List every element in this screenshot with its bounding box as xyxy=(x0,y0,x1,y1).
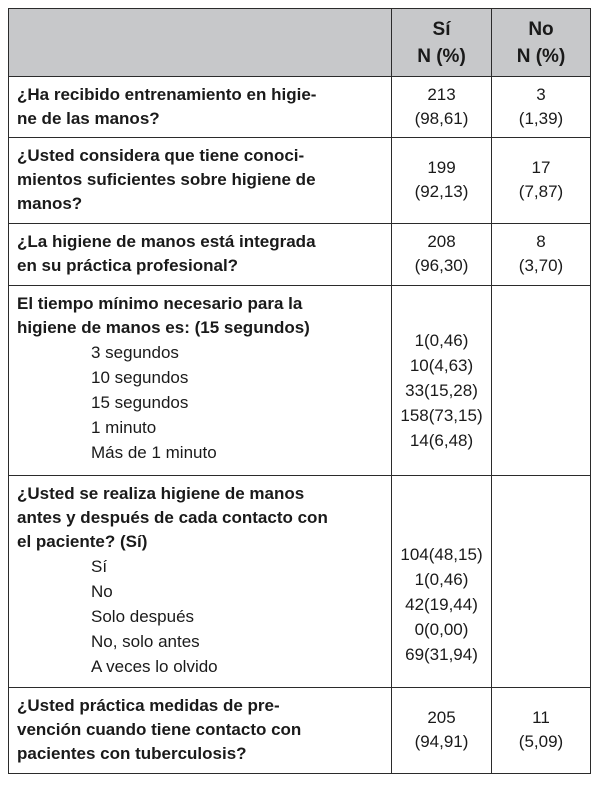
option-value: 33(15,28) xyxy=(405,381,478,400)
question-line: ¿Usted considera que tiene conoci- xyxy=(17,146,305,165)
question-line: antes y después de cada contacto con xyxy=(17,508,328,527)
header-no-label: No xyxy=(528,19,554,40)
no-count: 11 xyxy=(532,708,550,727)
si-value-cell xyxy=(392,286,492,476)
no-value-cell xyxy=(492,77,591,138)
question-line: mientos suficientes sobre higiene de xyxy=(17,170,316,189)
option-value: 1(0,46) xyxy=(414,331,469,350)
header-no-sub: N (%) xyxy=(516,46,566,67)
si-count: 205 xyxy=(427,708,456,727)
si-value-cell xyxy=(392,224,492,286)
question-line: el paciente? (Sí) xyxy=(17,532,148,551)
table-row xyxy=(9,688,591,774)
question-line: pacientes con tuberculosis? xyxy=(17,744,247,763)
table-row xyxy=(9,224,591,286)
no-percent: (3,70) xyxy=(518,256,564,275)
question-line: ¿Usted se realiza higiene de manos xyxy=(17,484,305,503)
question-line: higiene de manos es: (15 segundos) xyxy=(17,318,310,337)
question-cell xyxy=(9,286,392,476)
option-label: 3 segundos xyxy=(91,343,179,362)
option-label: 1 minuto xyxy=(91,418,157,437)
no-value-cell xyxy=(492,688,591,774)
table-header-row xyxy=(9,9,591,77)
option-label: Solo después xyxy=(91,607,195,626)
header-si-label: Sí xyxy=(432,19,451,40)
si-count: 208 xyxy=(427,232,456,251)
question-line: manos? xyxy=(17,194,83,213)
question-cell xyxy=(9,688,392,774)
table-row xyxy=(9,286,591,476)
option-value: 14(6,48) xyxy=(409,431,474,450)
header-no xyxy=(492,9,591,77)
question-cell xyxy=(9,476,392,688)
si-value-cell xyxy=(392,77,492,138)
si-percent: (92,13) xyxy=(414,182,469,201)
no-percent: (1,39) xyxy=(518,109,564,128)
question-cell xyxy=(9,77,392,138)
question-line: vención cuando tiene contacto con xyxy=(17,720,302,739)
option-value: 10(4,63) xyxy=(409,356,474,375)
question-line: ¿Ha recibido entrenamiento en higie- xyxy=(17,85,317,104)
si-count: 213 xyxy=(427,85,456,104)
si-percent: (94,91) xyxy=(414,732,469,751)
header-si-sub: N (%) xyxy=(417,46,466,67)
question-line: El tiempo mínimo necesario para la xyxy=(17,294,303,313)
no-value-cell xyxy=(492,224,591,286)
results-table xyxy=(8,8,591,774)
question-line: ¿La higiene de manos está integrada xyxy=(17,232,316,251)
option-label: A veces lo olvido xyxy=(91,657,218,676)
no-percent: (5,09) xyxy=(518,732,564,751)
question-cell xyxy=(9,138,392,224)
question-cell xyxy=(9,224,392,286)
header-empty-cell xyxy=(9,9,392,77)
question-line: en su práctica profesional? xyxy=(17,256,239,275)
option-value: 0(0,00) xyxy=(414,620,469,639)
no-count: 8 xyxy=(536,232,546,251)
option-label: Más de 1 minuto xyxy=(91,443,217,462)
no-value-cell xyxy=(492,476,591,688)
option-value: 158(73,15) xyxy=(400,406,483,425)
option-value: 42(19,44) xyxy=(405,595,478,614)
header-si xyxy=(392,9,492,77)
si-percent: (96,30) xyxy=(414,256,469,275)
no-percent: (7,87) xyxy=(518,182,564,201)
si-value-cell xyxy=(392,138,492,224)
option-label: No, solo antes xyxy=(91,632,200,651)
si-percent: (98,61) xyxy=(414,109,469,128)
option-label: Sí xyxy=(91,557,108,576)
table-row xyxy=(9,476,591,688)
table-row xyxy=(9,138,591,224)
si-value-cell xyxy=(392,476,492,688)
no-value-cell xyxy=(492,286,591,476)
no-count: 17 xyxy=(531,158,551,177)
option-label: No xyxy=(91,582,113,601)
option-value: 69(31,94) xyxy=(405,645,478,664)
option-value: 104(48,15) xyxy=(400,545,483,564)
question-line: ¿Usted práctica medidas de pre- xyxy=(17,696,280,715)
table-row xyxy=(9,77,591,138)
si-value-cell xyxy=(392,688,492,774)
option-label: 10 segundos xyxy=(91,368,189,387)
si-count: 199 xyxy=(427,158,456,177)
option-value: 1(0,46) xyxy=(414,570,469,589)
option-label: 15 segundos xyxy=(91,393,189,412)
no-value-cell xyxy=(492,138,591,224)
question-line: ne de las manos? xyxy=(17,109,160,128)
no-count: 3 xyxy=(536,85,546,104)
